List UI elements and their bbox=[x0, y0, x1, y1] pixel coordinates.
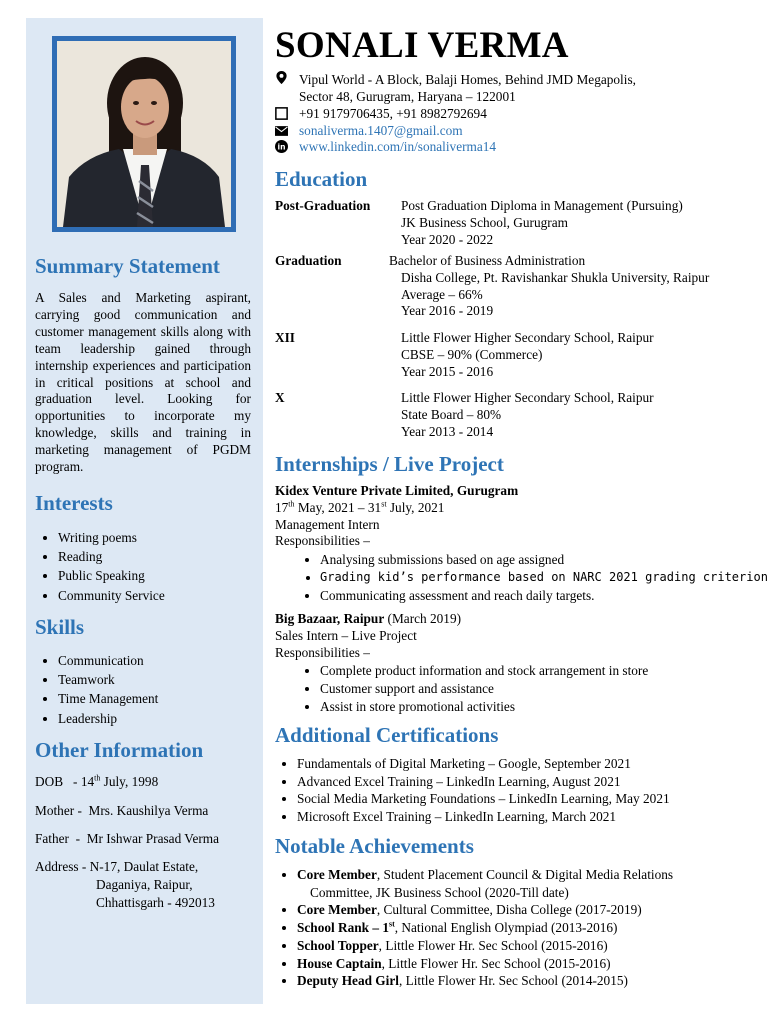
address-line-2: Daganiya, Raipur, bbox=[96, 877, 193, 892]
svg-text:in: in bbox=[277, 142, 286, 152]
linkedin-link[interactable]: www.linkedin.com/in/sonaliverma14 bbox=[299, 139, 497, 154]
achievement-title: Deputy Head Girl bbox=[297, 973, 399, 989]
edu-line: Bachelor of Business Administration bbox=[389, 253, 586, 268]
list-item: • Communication bbox=[58, 651, 158, 670]
edu-label-grad: Graduation bbox=[275, 253, 342, 268]
edu-line: Little Flower Higher Secondary School, Raipur bbox=[401, 330, 654, 345]
list-item: • Fundamentals of Digital Marketing – Google, September 2021 bbox=[297, 755, 670, 773]
achievements-list bbox=[275, 866, 673, 990]
achievement-detail: , Little Flower Hr. Sec School (2015-2016) bbox=[378, 937, 608, 953]
edu-line: Disha College, Pt. Ravishankar Shukla University, Raipur bbox=[401, 269, 710, 285]
kidex-bullets bbox=[275, 551, 768, 604]
dob-row bbox=[35, 773, 158, 791]
dob-suffix: th bbox=[94, 773, 101, 783]
other-info-heading: Other Information bbox=[35, 738, 204, 762]
company-name: Big Bazaar, Raipur bbox=[275, 611, 385, 626]
candidate-name: SONALI VERMA bbox=[275, 25, 569, 66]
list-item: • Communicating assessment and reach daily targets. bbox=[320, 587, 768, 605]
profile-photo bbox=[52, 36, 236, 232]
date-suffix: st bbox=[381, 499, 387, 509]
dob-day: 14 bbox=[80, 774, 95, 789]
list-item bbox=[297, 972, 673, 990]
date-part: 17 bbox=[275, 499, 289, 515]
list-item: • Reading bbox=[58, 547, 165, 566]
achievement-title: Core Member bbox=[297, 867, 377, 882]
summary-text: A Sales and Marketing aspirant, carrying good communication and customer management skills along with team leadership gained through internship experiences and participation in critical positions at school and graduation level. Looking for opportunities to incorporate my knowledge, skills and training in marketing management of PGDM program. bbox=[35, 290, 251, 475]
edu-line: Little Flower Higher Secondary School, Raipur bbox=[401, 390, 654, 405]
date-suffix: th bbox=[288, 499, 295, 509]
list-item bbox=[297, 955, 673, 973]
responsibilities-label: Responsibilities – bbox=[275, 644, 370, 660]
achievement-title: House Captain bbox=[297, 955, 382, 971]
linkedin-icon bbox=[275, 140, 288, 153]
sidebar bbox=[26, 18, 263, 1004]
achievement-title: Core Member bbox=[297, 902, 377, 918]
list-item bbox=[297, 901, 673, 919]
certifications-list bbox=[275, 755, 670, 826]
role: Management Intern bbox=[275, 516, 380, 532]
internships-heading: Internships / Live Project bbox=[275, 452, 504, 476]
achievement-detail: , Little Flower Hr. Sec School (2015-2016) bbox=[381, 955, 611, 971]
edu-label-x: X bbox=[275, 390, 285, 405]
edu-line: Year 2016 - 2019 bbox=[401, 303, 494, 319]
date-part: May, 2021 – 31 bbox=[294, 499, 382, 515]
skills-list bbox=[35, 651, 158, 728]
interests-heading: Interests bbox=[35, 491, 113, 515]
list-item: • Community Service bbox=[58, 586, 165, 605]
address-line-3: Chhattisgarh - 492013 bbox=[96, 895, 215, 910]
address-line-1: Vipul World - A Block, Balaji Homes, Behind JMD Megapolis, bbox=[299, 72, 636, 87]
list-item: • Time Management bbox=[58, 689, 158, 708]
dob-label: DOB - bbox=[35, 774, 78, 789]
achievement-title: School Rank – 1 bbox=[297, 920, 389, 936]
address-line-2: Sector 48, Gurugram, Haryana – 122001 bbox=[299, 89, 516, 104]
achievements-heading: Notable Achievements bbox=[275, 834, 474, 858]
edu-line: Year 2015 - 2016 bbox=[401, 363, 494, 379]
interests-list bbox=[35, 528, 165, 605]
list-item: • Assist in store promotional activities bbox=[320, 698, 648, 716]
edu-label-xii: XII bbox=[275, 330, 295, 345]
email-icon bbox=[275, 126, 288, 136]
list-item: • Complete product information and stock arrangement in store bbox=[320, 662, 648, 680]
father-row: Father - Mr Ishwar Prasad Verma bbox=[35, 831, 220, 846]
achievement-detail: Committee, JK Business School (2020-Till date) bbox=[310, 884, 569, 900]
list-item bbox=[297, 919, 673, 937]
phone-icon bbox=[275, 107, 288, 120]
list-item bbox=[297, 937, 673, 955]
date-part: July, 2021 bbox=[386, 499, 445, 515]
edu-line: Year 2020 - 2022 bbox=[401, 231, 494, 247]
internship-date: (March 2019) bbox=[384, 611, 462, 626]
education-heading: Education bbox=[275, 167, 368, 191]
dob-rest: July, 1998 bbox=[100, 774, 159, 789]
list-item: • Writing poems bbox=[58, 528, 165, 547]
edu-line: State Board – 80% bbox=[401, 406, 502, 422]
edu-entry-pg bbox=[401, 198, 683, 248]
list-item: • Customer support and assistance bbox=[320, 680, 648, 698]
responsibilities-label: Responsibilities – bbox=[275, 533, 370, 549]
achievement-detail: , Cultural Committee, Disha College (2017-2019) bbox=[376, 902, 642, 918]
list-item: • Public Speaking bbox=[58, 566, 165, 585]
mother-row: Mother - Mrs. Kaushilya Verma bbox=[35, 803, 209, 818]
list-item bbox=[297, 866, 673, 901]
list-item: • Grading kid’s performance based on NARC 2021 grading criterion bbox=[320, 569, 768, 587]
achievement-detail: , National English Olympiad (2013-2016) bbox=[394, 920, 618, 936]
location-pin-icon bbox=[275, 71, 288, 84]
list-item: • Advanced Excel Training – LinkedIn Learning, August 2021 bbox=[297, 773, 670, 791]
phone-number: +91 9179706435, +91 8982792694 bbox=[299, 106, 487, 121]
bigbazaar-bullets bbox=[275, 662, 648, 715]
edu-line: Year 2013 - 2014 bbox=[401, 423, 494, 439]
internship-dates bbox=[275, 500, 518, 517]
internship-kidex bbox=[275, 483, 518, 550]
company-name: Kidex Venture Private Limited, Gurugram bbox=[275, 483, 519, 498]
email-link[interactable]: sonaliverma.1407@gmail.com bbox=[299, 123, 463, 138]
list-item: • Analysing submissions based on age assigned bbox=[320, 551, 768, 569]
list-item: • Teamwork bbox=[58, 670, 158, 689]
address-line-1: Address - N-17, Daulat Estate, bbox=[35, 859, 199, 874]
edu-line: Average – 66% bbox=[401, 286, 483, 302]
achievement-detail: , Student Placement Council & Digital Media Relations bbox=[376, 867, 674, 882]
main-content bbox=[275, 0, 768, 1024]
achievement-title: School Topper bbox=[297, 937, 379, 953]
achievement-detail: , Little Flower Hr. Sec School (2014-2015) bbox=[398, 973, 628, 989]
internship-bigbazaar bbox=[275, 611, 461, 661]
list-item: • Microsoft Excel Training – LinkedIn Learning, March 2021 bbox=[297, 808, 670, 826]
edu-line: Post Graduation Diploma in Management (Pursuing) bbox=[401, 198, 683, 213]
certifications-heading: Additional Certifications bbox=[275, 723, 499, 747]
edu-entry-x bbox=[401, 390, 654, 440]
skills-heading: Skills bbox=[35, 615, 85, 639]
edu-line: JK Business School, Gurugram bbox=[401, 214, 568, 230]
edu-entry-xii bbox=[401, 330, 654, 380]
list-item: • Social Media Marketing Foundations – LinkedIn Learning, May 2021 bbox=[297, 790, 670, 808]
edu-line: CBSE – 90% (Commerce) bbox=[401, 346, 543, 362]
edu-entry-grad bbox=[389, 253, 710, 320]
list-item: • Leadership bbox=[58, 709, 158, 728]
summary-heading: Summary Statement bbox=[35, 254, 220, 278]
edu-label-pg: Post-Graduation bbox=[275, 198, 371, 213]
role: Sales Intern – Live Project bbox=[275, 627, 417, 643]
achievement-suffix: st bbox=[389, 919, 395, 929]
